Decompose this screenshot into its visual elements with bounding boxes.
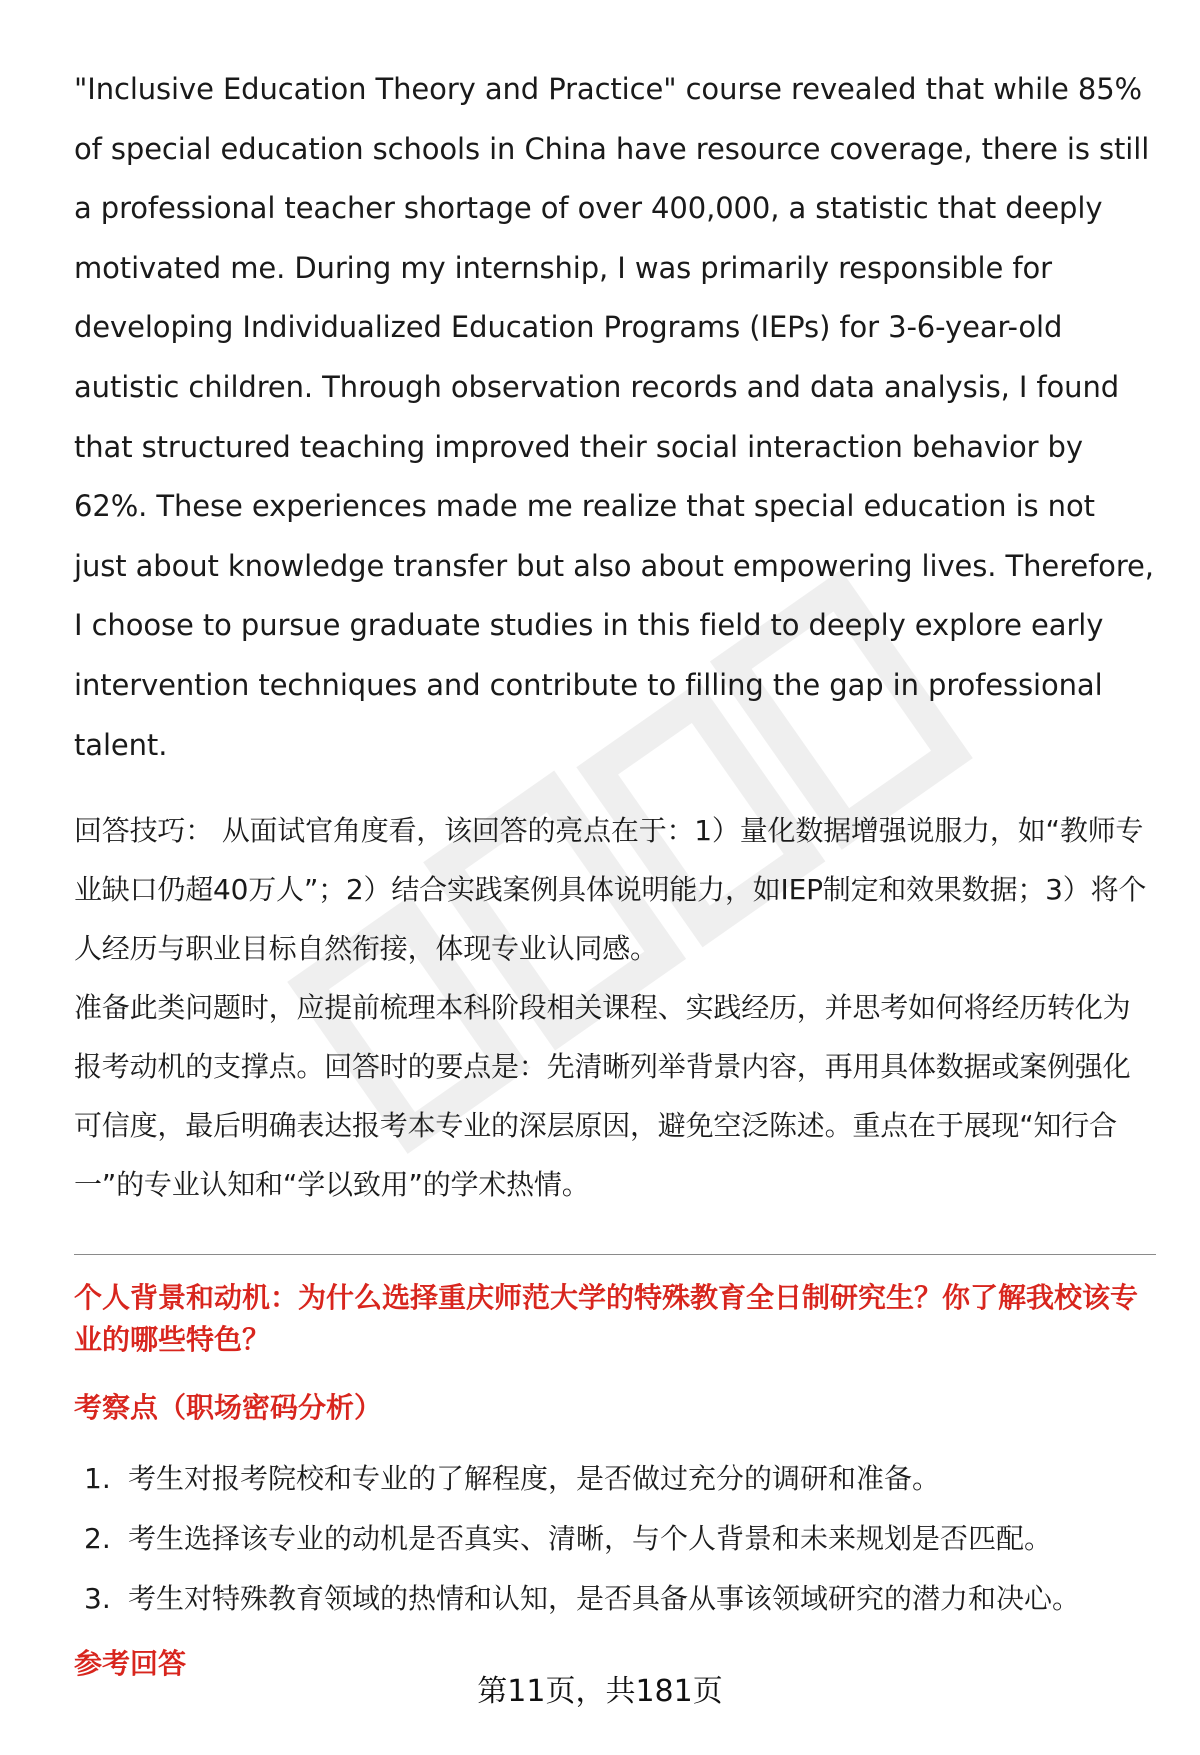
answer-tips-paragraph: 回答技巧： 从面试官角度看，该回答的亮点在于：1）量化数据增强说服力，如“教师专业缺口仍超40万人”；2）结合实践案例具体说明能力，如IEP制定和效果数据；3）将个人经历与职业目标自然衔接，体现专业认同感。 <box>74 814 1147 966</box>
preparation-advice-paragraph: 准备此类问题时，应提前梳理本科阶段相关课程、实践经历，并思考如何将经历转化为报考动机的支撑点。回答时的要点是：先清晰列举背景内容，再用具体数据或案例强化可信度，最后明确表达报考本专业的深层原因，避免空泛陈述。重点在于展现“知行合一”的专业认知和“学以致用”的学术热情。 <box>74 991 1131 1202</box>
list-item <box>74 1449 1156 1509</box>
assessment-heading: 考察点（职场密码分析） <box>74 1391 383 1425</box>
document-page <box>74 60 1156 1685</box>
reference-answer-heading: 参考回答 <box>74 1647 187 1681</box>
list-item-number: 2. <box>84 1522 111 1556</box>
list-item-text: 考生对报考院校和专业的了解程度，是否做过充分的调研和准备。 <box>128 1462 941 1496</box>
list-item <box>74 1569 1156 1629</box>
section-divider <box>74 1254 1156 1255</box>
assessment-list <box>74 1449 1156 1629</box>
list-item-number: 3. <box>84 1582 111 1616</box>
page-number-footer: 第11页，共181页 <box>477 1674 723 1709</box>
list-item-number: 1. <box>84 1462 111 1496</box>
question-heading: 个人背景和动机：为什么选择重庆师范大学的特殊教育全日制研究生？你了解我校该专业的哪些特色？ <box>74 1281 1139 1357</box>
list-item-text: 考生选择该专业的动机是否真实、清晰，与个人背景和未来规划是否匹配。 <box>128 1522 1053 1556</box>
english-answer-paragraph: "Inclusive Education Theory and Practice" course revealed that while 85% of special education schools in China have resource coverage, there is still a professional teacher shortage of over 400,000, a statistic that deeply motivated me. During my internship, I was primarily responsible for developing Individualized Education Programs (IEPs) for 3-6-year-old autistic children. Through observation records and data analysis, I found that structured teaching improved their social interaction behavior by 62%. These experiences made me realize that special education is not just about knowledge transfer but also about empowering lives. Therefore, I choose to pursue graduate studies in this field to deeply explore early intervention techniques and contribute to filling the gap in professional talent. <box>74 72 1154 762</box>
list-item <box>74 1509 1156 1569</box>
list-item-text: 考生对特殊教育领域的热情和认知，是否具备从事该领域研究的潜力和决心。 <box>128 1582 1081 1616</box>
